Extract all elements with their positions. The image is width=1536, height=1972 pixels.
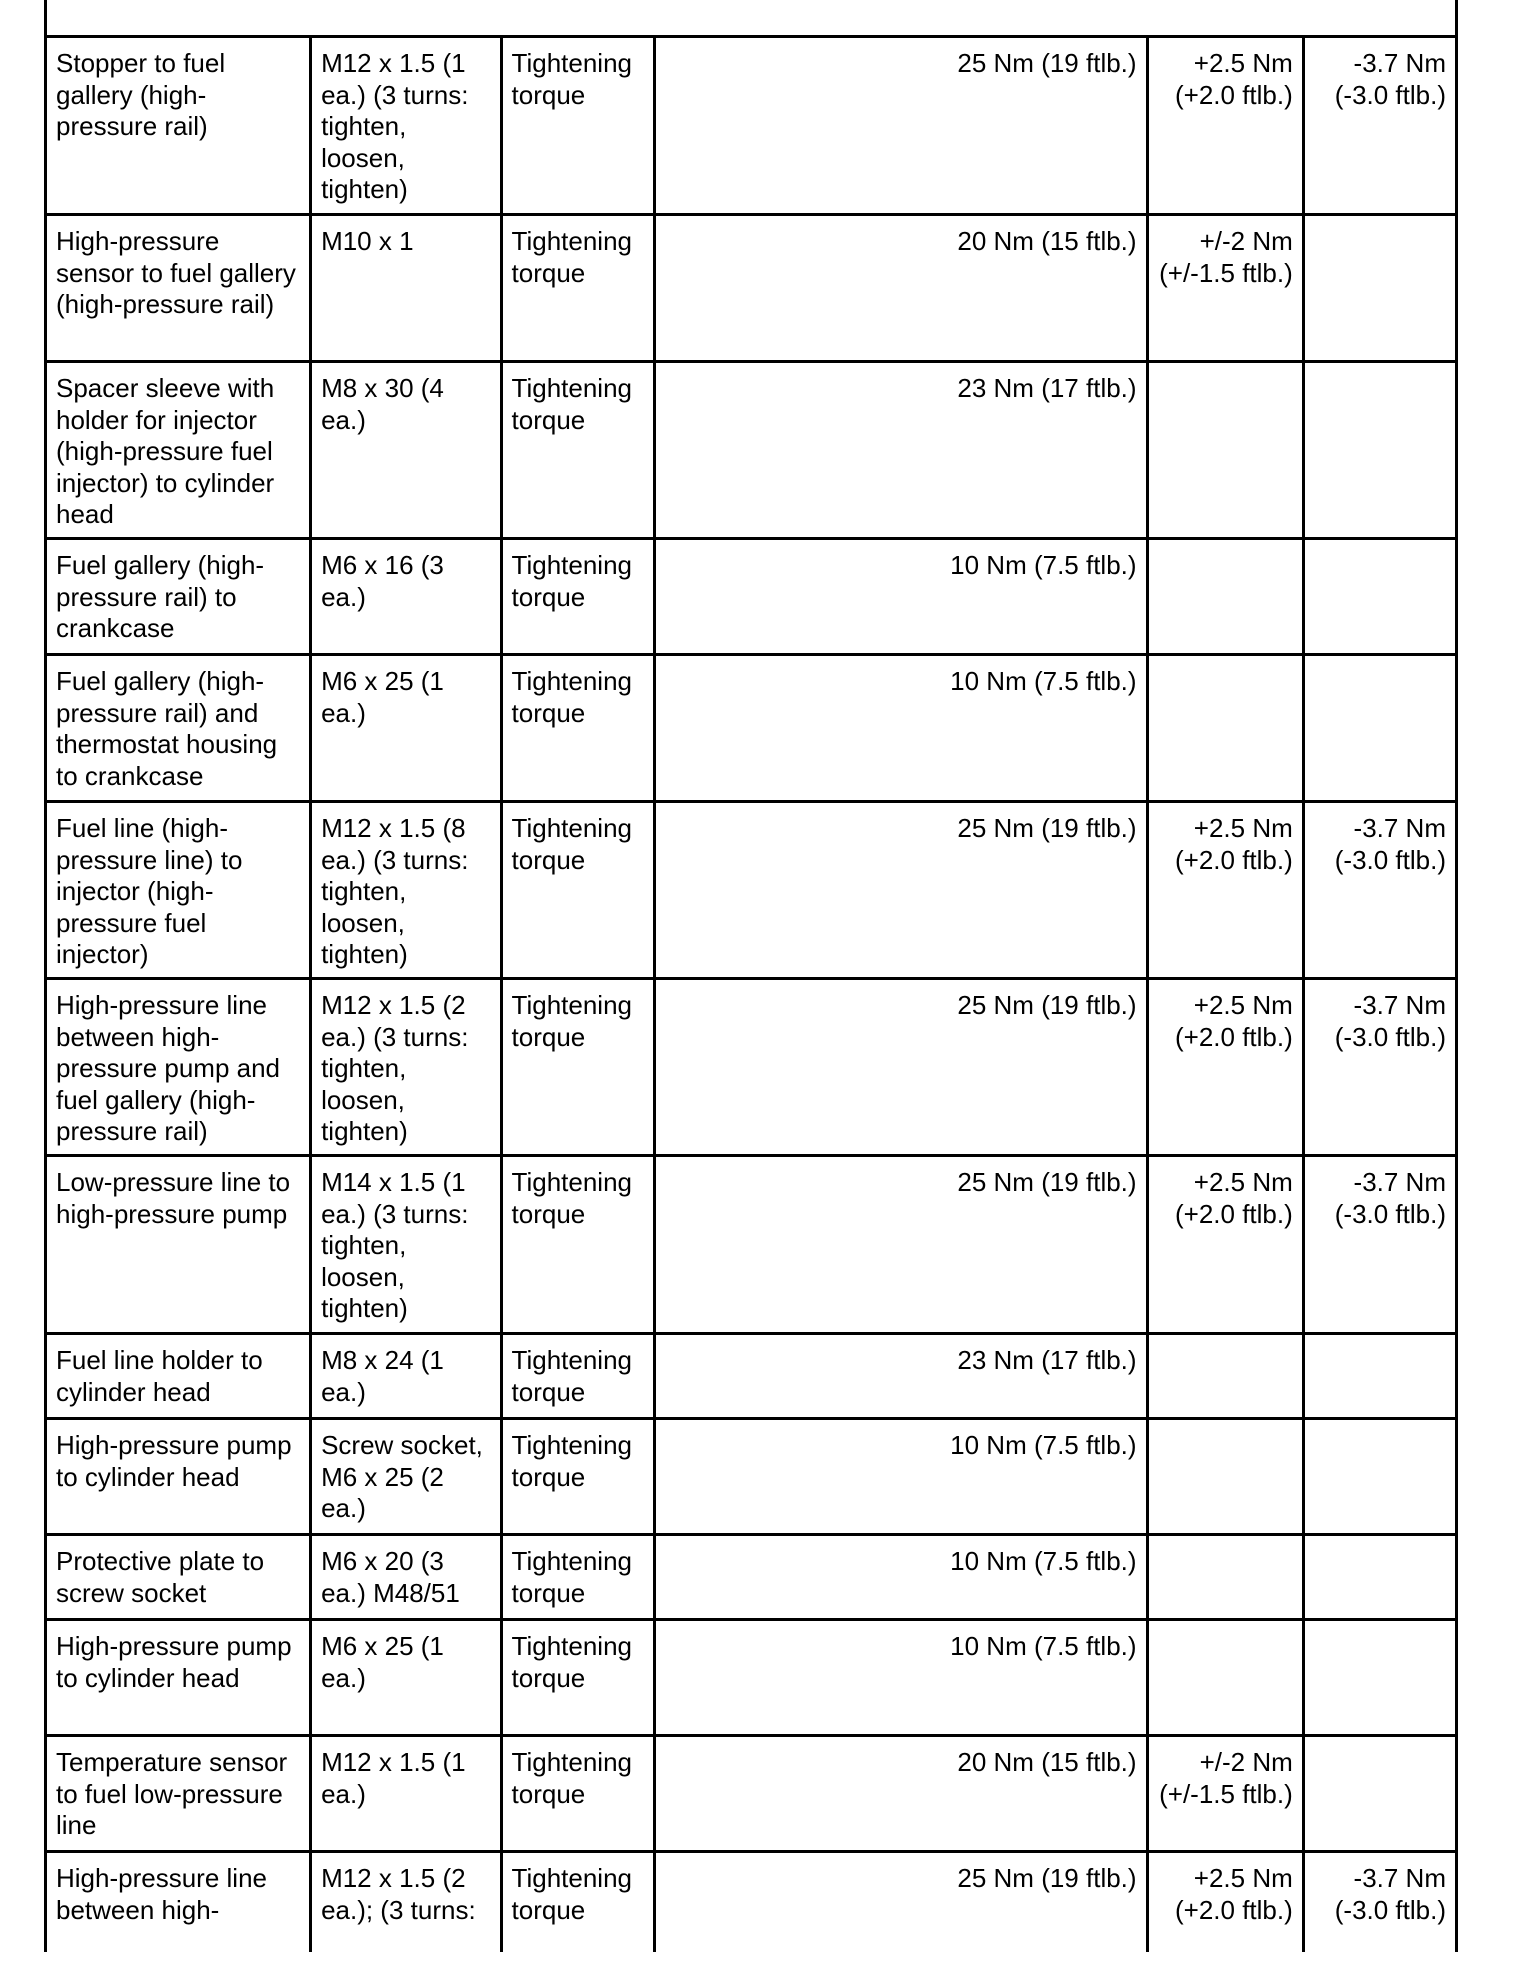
thread-cell: M12 x 1.5 (1 ea.) (3 turns: tighten, loosen, tighten)	[311, 37, 501, 215]
tolerance-plus-cell: +2.5 Nm (+2.0 ftlb.)	[1147, 1852, 1303, 1952]
component-cell: Fuel gallery (high-pressure rail) to crankcase	[46, 539, 311, 655]
type-cell: Tightening torque	[501, 362, 654, 539]
tolerance-minus-cell	[1303, 215, 1456, 362]
table-row	[46, 1419, 1457, 1535]
type-cell: Tightening torque	[501, 1535, 654, 1620]
torque-value-cell: 25 Nm (19 ftlb.)	[654, 1156, 1147, 1334]
thread-cell: M14 x 1.5 (1 ea.) (3 turns: tighten, loosen, tighten)	[311, 1156, 501, 1334]
table-row	[46, 802, 1457, 979]
tolerance-plus-cell	[1147, 1334, 1303, 1419]
tolerance-minus-cell: -3.7 Nm (-3.0 ftlb.)	[1303, 1156, 1456, 1334]
type-cell: Tightening torque	[501, 1620, 654, 1736]
table-row	[46, 215, 1457, 362]
torque-value-cell: 23 Nm (17 ftlb.)	[654, 1334, 1147, 1419]
type-cell: Tightening torque	[501, 1334, 654, 1419]
component-cell: High-pressure pump to cylinder head	[46, 1419, 311, 1535]
tolerance-minus-cell	[1303, 655, 1456, 802]
component-cell: High-pressure pump to cylinder head	[46, 1620, 311, 1736]
type-cell: Tightening torque	[501, 215, 654, 362]
torque-value-cell: 10 Nm (7.5 ftlb.)	[654, 655, 1147, 802]
torque-value-cell: 23 Nm (17 ftlb.)	[654, 362, 1147, 539]
torque-value-cell: 10 Nm (7.5 ftlb.)	[654, 1620, 1147, 1736]
tolerance-plus-cell	[1147, 539, 1303, 655]
tolerance-plus-cell: +/-2 Nm (+/-1.5 ftlb.)	[1147, 215, 1303, 362]
table-row	[46, 1535, 1457, 1620]
component-cell: Spacer sleeve with holder for injector (high-pressure fuel injector) to cylinder head	[46, 362, 311, 539]
tolerance-minus-cell	[1303, 362, 1456, 539]
table-row	[46, 362, 1457, 539]
type-cell: Tightening torque	[501, 1852, 654, 1952]
tolerance-plus-cell	[1147, 1535, 1303, 1620]
thread-cell: M8 x 24 (1 ea.)	[311, 1334, 501, 1419]
thread-cell: M6 x 25 (1 ea.)	[311, 1620, 501, 1736]
torque-value-cell: 10 Nm (7.5 ftlb.)	[654, 1535, 1147, 1620]
table-row	[46, 1620, 1457, 1736]
torque-value-cell: 20 Nm (15 ftlb.)	[654, 215, 1147, 362]
tolerance-minus-cell: -3.7 Nm (-3.0 ftlb.)	[1303, 1852, 1456, 1952]
component-cell: Fuel gallery (high-pressure rail) and thermostat housing to crankcase	[46, 655, 311, 802]
tolerance-minus-cell	[1303, 1535, 1456, 1620]
torque-value-cell: 25 Nm (19 ftlb.)	[654, 1852, 1147, 1952]
torque-value-cell: 20 Nm (15 ftlb.)	[654, 1736, 1147, 1852]
component-cell: Low-pressure line to high-pressure pump	[46, 1156, 311, 1334]
tolerance-plus-cell	[1147, 1620, 1303, 1736]
table-row	[46, 1736, 1457, 1852]
tolerance-plus-cell	[1147, 655, 1303, 802]
type-cell: Tightening torque	[501, 1156, 654, 1334]
component-cell: High-pressure line between high-	[46, 1852, 311, 1952]
tolerance-plus-cell: +2.5 Nm (+2.0 ftlb.)	[1147, 802, 1303, 979]
tolerance-plus-cell: +2.5 Nm (+2.0 ftlb.)	[1147, 1156, 1303, 1334]
table-row	[46, 655, 1457, 802]
type-cell: Tightening torque	[501, 37, 654, 215]
torque-value-cell: 10 Nm (7.5 ftlb.)	[654, 1419, 1147, 1535]
type-cell: Tightening torque	[501, 1736, 654, 1852]
table-row	[46, 1852, 1457, 1952]
tolerance-minus-cell	[1303, 1736, 1456, 1852]
type-cell: Tightening torque	[501, 802, 654, 979]
thread-cell: M12 x 1.5 (2 ea.); (3 turns:	[311, 1852, 501, 1952]
thread-cell: M6 x 16 (3 ea.)	[311, 539, 501, 655]
thread-cell: M12 x 1.5 (2 ea.) (3 turns: tighten, loosen, tighten)	[311, 979, 501, 1156]
table-row	[46, 37, 1457, 215]
type-cell: Tightening torque	[501, 979, 654, 1156]
tolerance-plus-cell	[1147, 1419, 1303, 1535]
torque-value-cell: 10 Nm (7.5 ftlb.)	[654, 539, 1147, 655]
tolerance-plus-cell	[1147, 362, 1303, 539]
torque-value-cell: 25 Nm (19 ftlb.)	[654, 37, 1147, 215]
tolerance-minus-cell: -3.7 Nm (-3.0 ftlb.)	[1303, 802, 1456, 979]
thread-cell: Screw socket, M6 x 25 (2 ea.)	[311, 1419, 501, 1535]
tolerance-minus-cell	[1303, 1334, 1456, 1419]
thread-cell: M6 x 25 (1 ea.)	[311, 655, 501, 802]
component-cell: Protective plate to screw socket	[46, 1535, 311, 1620]
torque-table	[44, 35, 1458, 1952]
thread-cell: M10 x 1	[311, 215, 501, 362]
thread-cell: M8 x 30 (4 ea.)	[311, 362, 501, 539]
tolerance-minus-cell	[1303, 1620, 1456, 1736]
type-cell: Tightening torque	[501, 655, 654, 802]
component-cell: Stopper to fuel gallery (high-pressure rail)	[46, 37, 311, 215]
tolerance-plus-cell: +2.5 Nm (+2.0 ftlb.)	[1147, 37, 1303, 215]
tolerance-plus-cell: +/-2 Nm (+/-1.5 ftlb.)	[1147, 1736, 1303, 1852]
type-cell: Tightening torque	[501, 1419, 654, 1535]
tolerance-plus-cell: +2.5 Nm (+2.0 ftlb.)	[1147, 979, 1303, 1156]
tolerance-minus-cell	[1303, 539, 1456, 655]
type-cell: Tightening torque	[501, 539, 654, 655]
table-row	[46, 539, 1457, 655]
component-cell: Fuel line holder to cylinder head	[46, 1334, 311, 1419]
component-cell: Fuel line (high-pressure line) to injector (high-pressure fuel injector)	[46, 802, 311, 979]
component-cell: High-pressure sensor to fuel gallery (high-pressure rail)	[46, 215, 311, 362]
table-row	[46, 979, 1457, 1156]
table-row	[46, 1156, 1457, 1334]
thread-cell: M12 x 1.5 (8 ea.) (3 turns: tighten, loosen, tighten)	[311, 802, 501, 979]
tolerance-minus-cell	[1303, 1419, 1456, 1535]
thread-cell: M12 x 1.5 (1 ea.)	[311, 1736, 501, 1852]
tolerance-minus-cell: -3.7 Nm (-3.0 ftlb.)	[1303, 979, 1456, 1156]
torque-value-cell: 25 Nm (19 ftlb.)	[654, 979, 1147, 1156]
component-cell: High-pressure line between high-pressure pump and fuel gallery (high-pressure rail)	[46, 979, 311, 1156]
torque-value-cell: 25 Nm (19 ftlb.)	[654, 802, 1147, 979]
component-cell: Temperature sensor to fuel low-pressure line	[46, 1736, 311, 1852]
tolerance-minus-cell: -3.7 Nm (-3.0 ftlb.)	[1303, 37, 1456, 215]
table-row	[46, 1334, 1457, 1419]
torque-table-body	[46, 37, 1457, 1952]
thread-cell: M6 x 20 (3 ea.) M48/51	[311, 1535, 501, 1620]
